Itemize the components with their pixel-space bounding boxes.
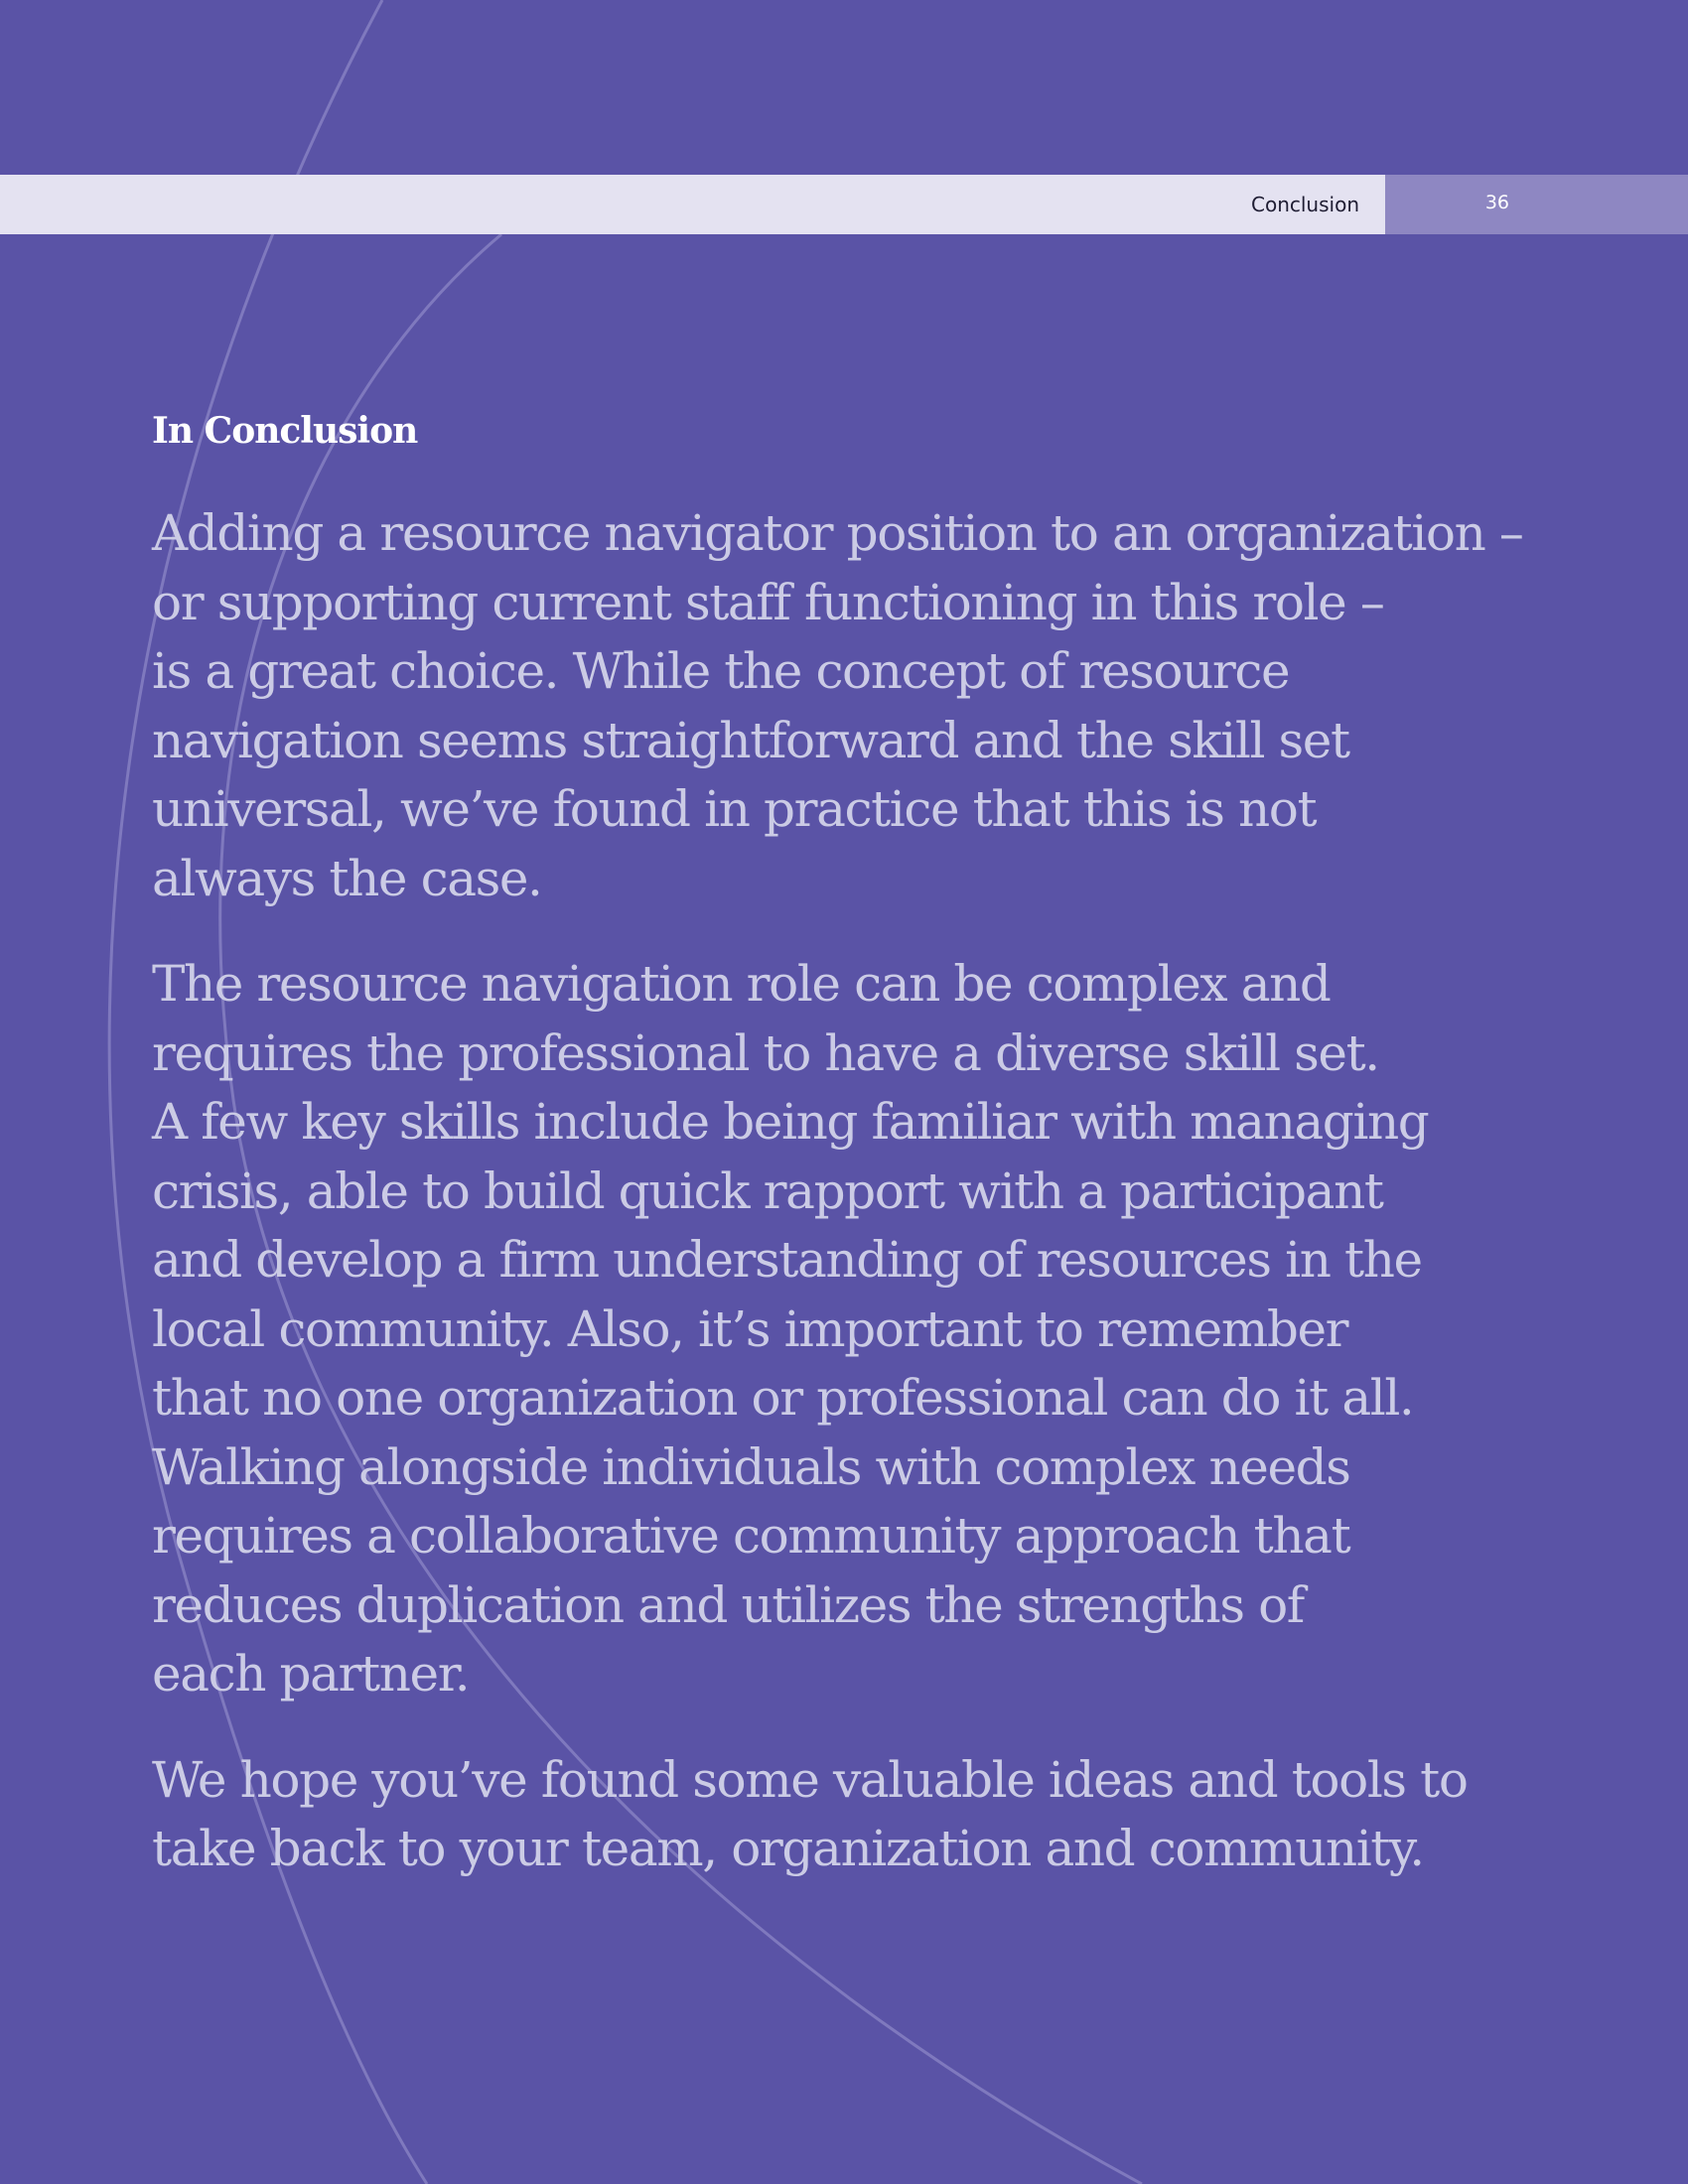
page-number-tab: [1385, 175, 1688, 234]
paragraph-line: is a great choice. While the concept of resource: [152, 642, 1290, 700]
running-header: [0, 175, 1385, 234]
paragraph-line: requires the professional to have a diverse skill set.: [152, 1024, 1379, 1082]
paragraph-line: always the case.: [152, 849, 542, 907]
paragraph-2: [152, 950, 1582, 1709]
paragraph-line: requires a collaborative community approach that: [152, 1507, 1350, 1565]
paragraph-line: take back to your team, organization and community.: [152, 1820, 1424, 1877]
paragraph-1: [152, 499, 1582, 913]
paragraph-line: crisis, able to build quick rapport with a participant: [152, 1161, 1383, 1220]
paragraph-line: navigation seems straightforward and the skill set: [152, 711, 1349, 769]
paragraph-3: [152, 1746, 1582, 1884]
paragraph-line: each partner.: [152, 1645, 470, 1703]
paragraph-line: A few key skills include being familiar with managing: [152, 1093, 1429, 1151]
paragraph-line: reduces duplication and utilizes the strengths of: [152, 1575, 1304, 1634]
paragraph-line: We hope you’ve found some valuable ideas and tools to: [152, 1750, 1468, 1809]
paragraph-line: or supporting current staff functioning in this role –: [152, 573, 1384, 631]
paragraph-line: that no one organization or professional can do it all.: [152, 1369, 1414, 1427]
main-content: [152, 405, 1582, 1884]
page-number: 36: [1484, 192, 1509, 213]
paragraph-line: universal, we’ve found in practice that this is not: [152, 780, 1317, 838]
paragraph-line: Walking alongside individuals with complex needs: [152, 1437, 1350, 1496]
paragraph-line: The resource navigation role can be complex and: [152, 955, 1331, 1013]
paragraph-line: Adding a resource navigator position to an organization –: [152, 504, 1523, 562]
paragraph-line: local community. Also, it’s important to remember: [152, 1299, 1348, 1358]
paragraph-line: and develop a firm understanding of resources in the: [152, 1231, 1422, 1289]
section-label: Conclusion: [1251, 193, 1359, 216]
section-heading: In Conclusion: [152, 410, 418, 452]
